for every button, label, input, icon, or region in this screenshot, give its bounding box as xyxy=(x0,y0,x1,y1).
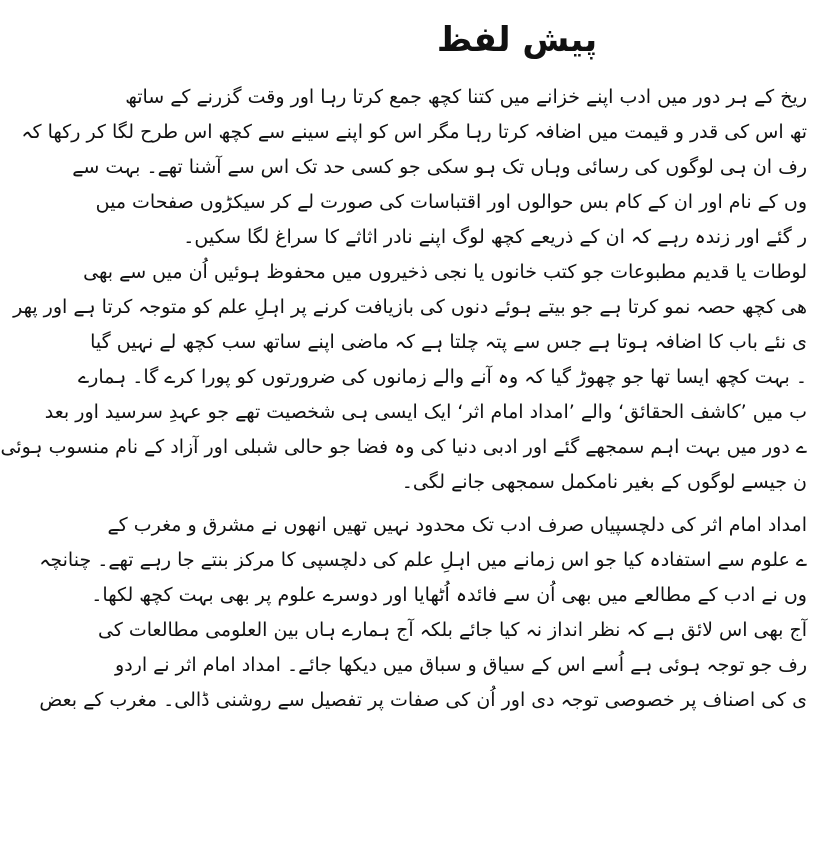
text-line: ی نئے باب کا اضافہ ہوتا ہے جس سے پتہ چلتا ہے کہ ماضی اپنے ساتھ سب کچھ لے نہیں گیا xyxy=(90,331,807,353)
text-line: لوطات یا قدیم مطبوعات جو کتب خانوں یا نجی ذخیروں میں محفوظ ہوئیں اُن میں سے بھی xyxy=(83,261,807,283)
text-line: ب میں ’کاشف الحقائق‘ والے ’امداد امام اثر‘ ایک ایسی ہی شخصیت تھے جو عہدِ سرسید اور بعد xyxy=(44,401,807,423)
page-title: پیش لفظ xyxy=(436,20,598,60)
text-line: ریخ کے ہر دور میں ادب اپنے خزانے میں کتنا کچھ جمع کرتا رہا اور وقت گزرنے کے ساتھ xyxy=(125,86,807,108)
text-line: وں کے نام اور ان کے کام بس حوالوں اور اقتباسات کی صورت لے کر سیکڑوں صفحات میں xyxy=(95,191,807,213)
text-line: ی کی اصناف پر خصوصی توجہ دی اور اُن کی صفات پر تفصیل سے روشنی ڈالی۔ مغرب کے بعض xyxy=(39,689,807,711)
text-line: ھی کچھ حصہ نمو کرتا ہے جو بیتے ہوئے دنوں کی بازیافت کرنے پر اہلِ علم کو متوجہ کرتا ہے اور پھر xyxy=(13,296,807,318)
text-line: وں نے ادب کے مطالعے میں بھی اُن سے فائدہ اُٹھایا اور دوسرے علوم پر بھی بہت کچھ لکھا۔ xyxy=(91,584,807,606)
text-line: تھ اس کی قدر و قیمت میں اضافہ کرتا رہا مگر اس کو اپنے سینے سے کچھ اس طرح لگا کر رکھا کہ xyxy=(21,121,807,143)
text-line: آج بھی اس لائق ہے کہ نظر انداز نہ کیا جائے بلکہ آج ہمارے ہاں بین العلومی مطالعات کی xyxy=(97,619,807,641)
text-line: ر گئے اور زندہ رہے کہ ان کے ذریعے کچھ لوگ اپنے نادر اثاثے کا سراغ لگا سکیں۔ xyxy=(183,226,807,248)
text-line: رف جو توجہ ہوئی ہے اُسے اس کے سیاق و سباق میں دیکھا جائے۔ امداد امام اثر نے اردو xyxy=(115,654,807,676)
text-line: ے دور میں بہت اہم سمجھے گئے اور ادبی دنیا کی وہ فضا جو حالی شبلی اور آزاد کے نام منسوب ہوئی xyxy=(0,436,807,458)
text-line-paragraph-end: ن جیسے لوگوں کے بغیر نامکمل سمجھی جانے لگی۔ xyxy=(401,471,807,493)
text-line: ۔ بہت کچھ ایسا تھا جو چھوڑ گیا کہ وہ آنے والے زمانوں کی ضرورتوں کو پورا کرے گا۔ ہمارے xyxy=(78,366,807,388)
text-line: ے علوم سے استفادہ کیا جو اس زمانے میں اہلِ علم کی دلچسپی کا مرکز بنتے جا رہے تھے۔ چنانچہ xyxy=(39,549,807,571)
body-text xyxy=(0,80,807,718)
text-line: رف ان ہی لوگوں کی رسائی وہاں تک ہو سکی جو کسی حد تک اس سے آشنا تھے۔ بہت سے xyxy=(72,156,807,178)
text-line-paragraph-start: امداد امام اثر کی دلچسپیاں صرف ادب تک محدود نہیں تھیں انھوں نے مشرق و مغرب کے xyxy=(107,514,807,536)
